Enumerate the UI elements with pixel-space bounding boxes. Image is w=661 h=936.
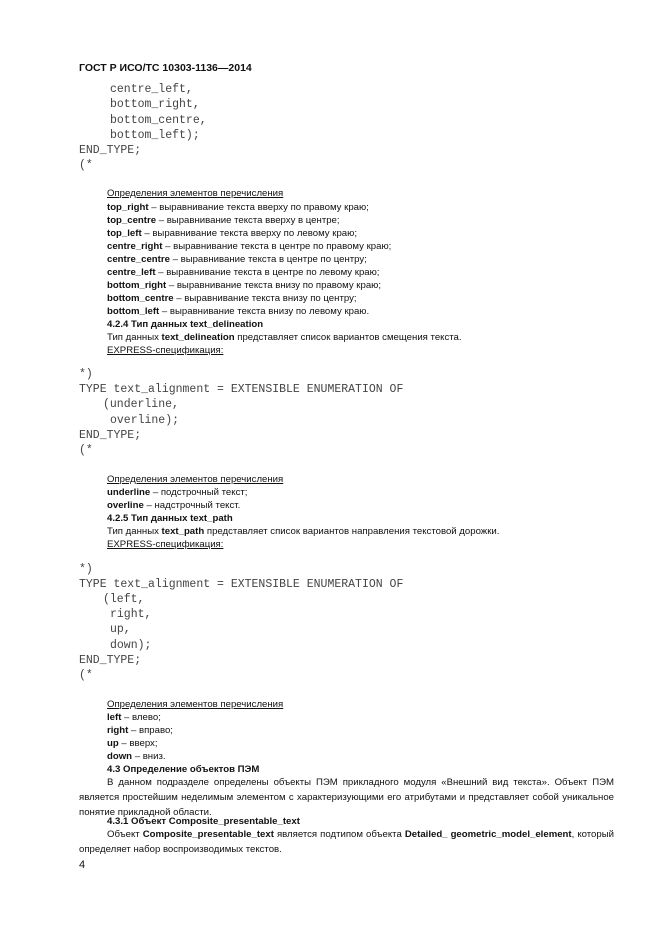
text-run: Тип данных — [107, 526, 162, 537]
code-line: TYPE text_alignment = EXTENSIBLE ENUMERATION OF — [79, 578, 404, 591]
definition-text: – влево; — [121, 712, 161, 723]
definition-term: bottom_left — [107, 306, 160, 317]
type-name: text_delineation — [161, 332, 235, 343]
definition-text: – выравнивание текста вверху по левому краю; — [141, 228, 357, 239]
page-header: ГОСТ Р ИСО/ТС 10303-1136—2014 — [79, 62, 252, 74]
definition-term: overline — [107, 500, 144, 511]
code-line: bottom_right, — [110, 98, 200, 111]
definition-term: right — [107, 725, 129, 736]
definitions-heading: Определения элементов перечисления — [107, 474, 284, 485]
code-line: END_TYPE; — [79, 654, 142, 667]
definition-term: bottom_centre — [107, 293, 174, 304]
definition-text: – вправо; — [128, 725, 173, 736]
definition-text: – надстрочный текст. — [143, 500, 241, 511]
code-line: *) — [79, 563, 93, 576]
definition-term: top_left — [107, 228, 142, 239]
definition-text: – выравнивание текста в центре по центру; — [169, 254, 367, 265]
definition-text: – выравнивание текста внизу по центру; — [173, 293, 357, 304]
text-run: представляет список вариантов направления текстовой дорожки. — [204, 526, 500, 537]
express-label: EXPRESS-спецификация: — [107, 345, 224, 356]
code-line: right, — [110, 608, 152, 621]
definition-text: – вверх; — [118, 738, 158, 749]
section-heading-4-3: 4.3 Определение объектов ПЭМ — [107, 764, 260, 775]
code-line: TYPE text_alignment = EXTENSIBLE ENUMERATION OF — [79, 383, 404, 396]
code-line: up, — [110, 623, 131, 636]
definition-term: centre_right — [107, 241, 163, 252]
text-run: является подтипом объекта — [273, 829, 405, 840]
definition-term: left — [107, 712, 122, 723]
section-paragraph — [79, 827, 614, 857]
definition-text: – выравнивание текста в центре по правому краю; — [162, 241, 392, 252]
text-run: , который определяет набор воспроизводимых текстов. — [79, 829, 614, 855]
definition-text: – подстрочный текст; — [150, 487, 248, 498]
type-name: text_path — [161, 526, 205, 537]
entity-name: Detailed_ geometric_model_element — [404, 829, 572, 840]
code-line: (* — [79, 669, 93, 682]
code-line: centre_left, — [110, 83, 193, 96]
entity-name: Composite_presentable_text — [142, 829, 274, 840]
express-label: EXPRESS-спецификация: — [107, 539, 224, 550]
definition-term: centre_left — [107, 267, 156, 278]
definition-text: – выравнивание текста вверху в центре; — [156, 215, 340, 226]
code-line: *) — [79, 368, 93, 381]
text-run: Объект — [107, 829, 143, 840]
definition-text: – вниз. — [132, 751, 166, 762]
code-line: overline); — [110, 414, 180, 427]
definition-text: – выравнивание текста внизу по правому краю; — [166, 280, 382, 291]
code-line: (left, — [103, 593, 145, 606]
definition-term: down — [107, 751, 133, 762]
definition-term: up — [107, 738, 119, 749]
code-line: END_TYPE; — [79, 429, 142, 442]
definition-term: top_right — [107, 202, 149, 213]
code-line: bottom_left); — [110, 129, 200, 142]
definition-text: – выравнивание текста вверху по правому краю; — [148, 202, 369, 213]
definition-text: – выравнивание текста внизу по левому краю. — [159, 306, 370, 317]
definition-term: top_centre — [107, 215, 157, 226]
text-run: Тип данных — [107, 332, 162, 343]
text-run: представляет список вариантов смещения текста. — [234, 332, 462, 343]
definition-term: underline — [107, 487, 151, 498]
section-paragraph: В данном подразделе определены объекты ПЭМ прикладного модуля «Внешний вид текста». Объект ПЭМ является простейшим неделимым элементом с характеризующими его атрибутами и представляет собой уникальное понятие прикладной области. — [79, 777, 614, 818]
definition-text: – выравнивание текста в центре по левому краю; — [155, 267, 380, 278]
code-line: (underline, — [103, 398, 179, 411]
definitions-heading: Определения элементов перечисления — [107, 188, 284, 199]
code-line: END_TYPE; — [79, 144, 142, 157]
code-line: down); — [110, 639, 152, 652]
code-line: bottom_centre, — [110, 114, 207, 127]
definition-term: bottom_right — [107, 280, 167, 291]
code-line: (* — [79, 444, 93, 457]
code-line: (* — [79, 159, 93, 172]
definitions-heading: Определения элементов перечисления — [107, 699, 284, 710]
section-heading-4-3-1: 4.3.1 Объект Composite_presentable_text — [107, 816, 300, 827]
section-heading-4-2-4: 4.2.4 Тип данных text_delineation — [107, 319, 264, 330]
section-heading-4-2-5: 4.2.5 Тип данных text_path — [107, 513, 233, 524]
definition-term: centre_centre — [107, 254, 170, 265]
page-number: 4 — [79, 859, 86, 871]
